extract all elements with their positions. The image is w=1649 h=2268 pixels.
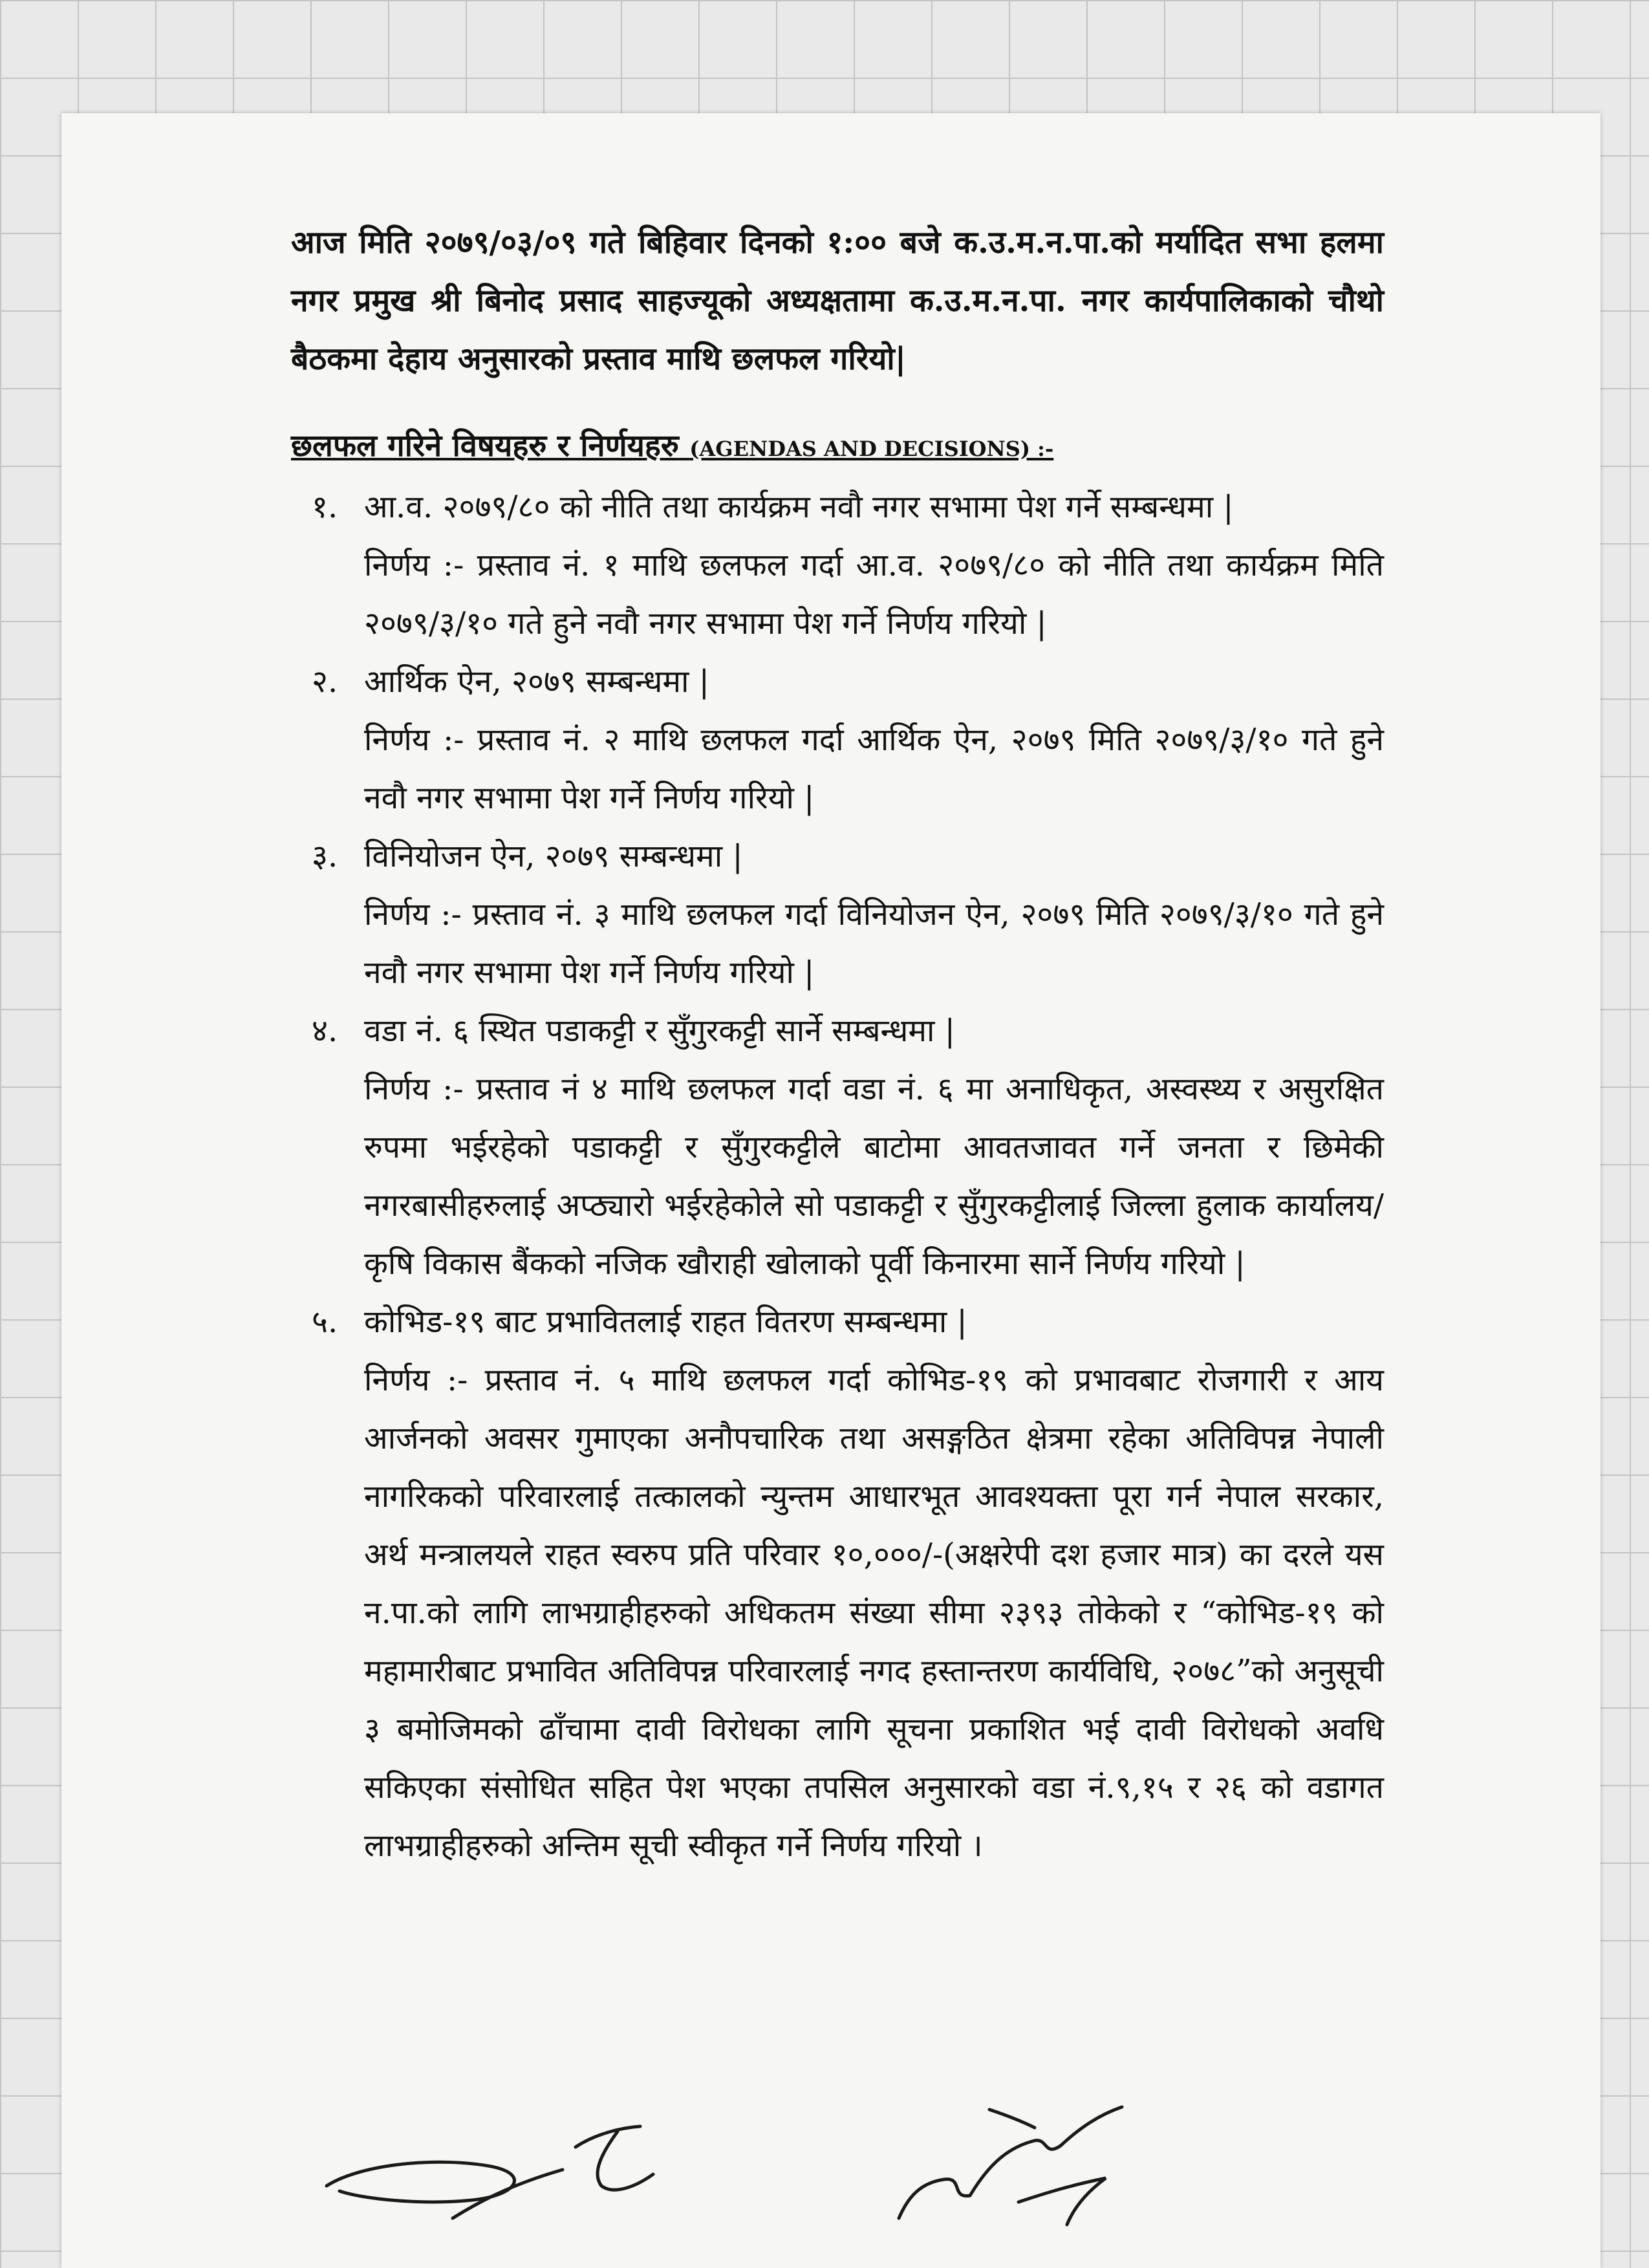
agenda-item-title: कोभिड-१९ बाट प्रभावितलाई राहत वितरण सम्बन्धमा | bbox=[364, 1304, 967, 1340]
agenda-item-title: आ.व. २०७९/८० को नीति तथा कार्यक्रम नवौ नगर सभामा पेश गर्ने सम्बन्धमा | bbox=[364, 489, 1234, 525]
agenda-item-number: ५. bbox=[312, 1304, 338, 1340]
agenda-item-title: आर्थिक ऐन, २०७९ सम्बन्धमा | bbox=[364, 664, 709, 700]
intro-paragraph: आज मिति २०७९/०३/०९ गते बिहिवार दिनको १:०० बजे क.उ.म.न.पा.को मर्यादित सभा हलमा नगर प्रमुख श्री बिनोद प्रसाद साहज्यूको अध्यक्षतामा क.उ.म.न.पा. नगर कार्यपालिकाको चौथो बैठकमा देहाय अनुसारको प्रस्ताव माथि छलफल गरियो| bbox=[291, 224, 1384, 377]
agenda-item-title: विनियोजन ऐन, २०७९ सम्बन्धमा | bbox=[364, 838, 743, 874]
minutes-content bbox=[291, 213, 1384, 1875]
agenda-item-1 bbox=[291, 478, 1384, 653]
agenda-item-number: १. bbox=[312, 489, 338, 525]
agenda-item-5 bbox=[291, 1293, 1384, 1875]
agenda-item-decision: निर्णय :- प्रस्ताव नं. ३ माथि छलफल गर्दा विनियोजन ऐन, २०७९ मिति २०७९/३/१० गते हुने नवौ नगर सभामा पेश गर्ने निर्णय गरियो | bbox=[364, 896, 1384, 991]
agenda-heading-nepali: छलफल गरिने विषयहरु र निर्णयहरु bbox=[291, 428, 679, 464]
agenda-item-decision: निर्णय :- प्रस्ताव नं ४ माथि छलफल गर्दा वडा नं. ६ मा अनाधिकृत, अस्वस्थ्य र असुरक्षित रुपमा भईरहेको पडाकट्टी र सुँगुरकट्टीले बाटोमा आवतजावत गर्ने जनता र छिमेकी नगरबासीहरुलाई अप्ठ्यारो भईरहेकोले सो पडाकट्टी र सुँगुरकट्टीलाई जिल्ला हुलाक कार्यालय/कृषि विकास बैंकको नजिक खौराही खोलाको पूर्वी किनारमा सार्ने निर्णय गरियो | bbox=[364, 1071, 1384, 1282]
agenda-item-decision: निर्णय :- प्रस्ताव नं. १ माथि छलफल गर्दा आ.व. २०७९/८० को नीति तथा कार्यक्रम मिति २०७९/३/१० गते हुने नवौ नगर सभामा पेश गर्ने निर्णय गरियो | bbox=[364, 547, 1384, 642]
agenda-item-3 bbox=[291, 827, 1384, 1002]
agenda-item-decision: निर्णय :- प्रस्ताव नं. ५ माथि छलफल गर्दा कोभिड-१९ को प्रभावबाट रोजगारी र आय आर्जनको अवसर गुमाएका अनौपचारिक तथा असङ्गठित क्षेत्रमा रहेका अतिविपन्न नेपाली नागरिकको परिवारलाई तत्कालको न्युन्तम आधारभूत आवश्यक्ता पूरा गर्न नेपाल सरकार, अर्थ मन्त्रालयले राहत स्वरुप प्रति परिवार १०,०००/-(अक्षरेपी दश हजार मात्र) का दरले यस न.पा.को लागि लाभग्राहीहरुको अधिकतम संख्या सीमा २३९३ तोकेको र “कोभिड-१९ को महामारीबाट प्रभावित अतिविपन्न परिवारलाई नगद हस्तान्तरण कार्यविधि, २०७८”को अनुसूची ३ बमोजिमको ढाँचामा दावी विरोधका लागि सूचना प्रकाशित भई दावी विरोधको अवधि सकिएका संसोधित सहित पेश भएका तपसिल अनुसारको वडा नं.९,१५ र २६ को वडागत लाभग्राहीहरुको अन्तिम सूची स्वीकृत गर्ने निर्णय गरियो । bbox=[364, 1362, 1384, 1864]
agenda-item-decision: निर्णय :- प्रस्ताव नं. २ माथि छलफल गर्दा आर्थिक ऐन, २०७९ मिति २०७९/३/१० गते हुने नवौ नगर सभामा पेश गर्ने निर्णय गरियो | bbox=[364, 722, 1384, 816]
agenda-item-number: २. bbox=[312, 664, 338, 700]
agenda-item-number: ३. bbox=[312, 838, 338, 874]
agenda-item-2 bbox=[291, 653, 1384, 827]
agenda-item-number: ४. bbox=[312, 1013, 338, 1049]
agenda-heading bbox=[291, 417, 1384, 478]
agenda-item-title: वडा नं. ६ स्थित पडाकट्टी र सुँगुरकट्टी सार्ने सम्बन्धमा | bbox=[364, 1013, 955, 1049]
agenda-heading-english: (AGENDAS AND DECISIONS) :- bbox=[689, 437, 1054, 461]
agenda-item-4 bbox=[291, 1002, 1384, 1293]
